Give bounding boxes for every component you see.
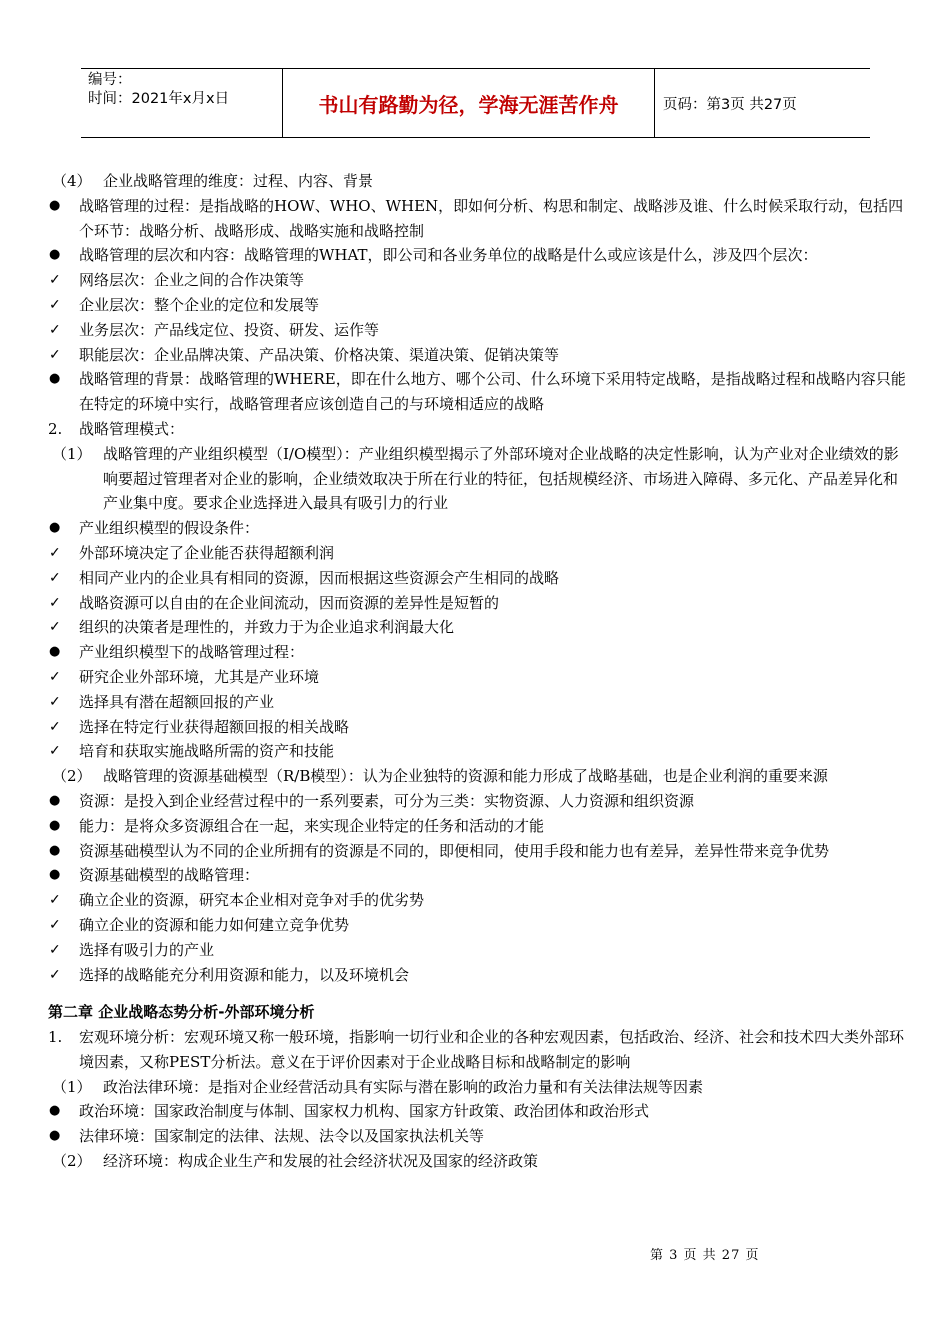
item-text: 政治环境：国家政治制度与体制、国家权力机构、国家方针政策、政治团体和政治形式 — [79, 1102, 650, 1121]
bullet-item — [48, 789, 908, 814]
item-marker: 2. — [48, 419, 63, 438]
bullet-item — [48, 640, 908, 665]
checkmark-icon: ✓ — [49, 892, 61, 909]
numbered-item — [48, 1025, 908, 1075]
check-item — [48, 715, 908, 740]
item-marker: （4） — [52, 172, 92, 190]
checkmark-icon: ✓ — [49, 594, 61, 611]
header-info — [81, 69, 283, 137]
bullet-item — [48, 516, 908, 541]
item-text: 选择具有潜在超额回报的产业 — [79, 692, 275, 711]
chapter-title: 第二章 企业战略态势分析-外部环境分析 — [48, 1003, 315, 1022]
bullet-icon: ● — [49, 1103, 61, 1119]
item-text: 法律环境：国家制定的法律、法规、法令以及国家执法机关等 — [79, 1127, 485, 1146]
checkmark-icon: ✓ — [49, 346, 61, 363]
check-item — [48, 963, 908, 988]
item-text: 经济环境：构成企业生产和发展的社会经济状况及国家的经济政策 — [103, 1152, 539, 1171]
bullet-icon: ● — [49, 792, 61, 808]
numbered-item — [48, 417, 908, 442]
check-item — [48, 293, 908, 318]
check-item — [48, 888, 908, 913]
item-text: 外部环境决定了企业能否获得超额利润 — [79, 543, 335, 562]
check-item — [48, 541, 908, 566]
subsection-item — [48, 169, 908, 194]
item-text: 职能层次：企业品牌决策、产品决策、价格决策、渠道决策、促销决策等 — [79, 345, 560, 364]
time-label: 时间：2021年x月x日 — [88, 91, 230, 107]
header-motto: 书山有路勤为径，学海无涯苦作舟 — [283, 69, 655, 137]
item-text: 政治法律环境：是指对企业经营活动具有实际与潜在影响的政治力量和有关法律法规等因素 — [103, 1077, 704, 1096]
check-item — [48, 566, 908, 591]
subsection-item — [48, 1075, 908, 1100]
check-item — [48, 591, 908, 616]
checkmark-icon: ✓ — [49, 718, 61, 735]
checkmark-icon: ✓ — [49, 544, 61, 561]
checkmark-icon: ✓ — [49, 569, 61, 586]
checkmark-icon: ✓ — [49, 916, 61, 933]
subsection-item — [48, 1149, 908, 1174]
bullet-icon: ● — [49, 1128, 61, 1144]
bullet-item — [48, 194, 908, 244]
bullet-item — [48, 863, 908, 888]
check-item — [48, 615, 908, 640]
item-text: 资源：是投入到企业经营过程中的一系列要素，可分为三类：实物资源、人力资源和组织资源 — [79, 791, 695, 810]
subsection-item — [48, 764, 908, 789]
item-text: 培育和获取实施战略所需的资产和技能 — [79, 742, 335, 761]
bullet-icon: ● — [49, 371, 61, 387]
checkmark-icon: ✓ — [49, 272, 61, 289]
item-text: 相同产业内的企业具有相同的资源，因而根据这些资源会产生相同的战略 — [79, 568, 560, 587]
item-text: 资源基础模型认为不同的企业所拥有的资源是不同的，即便相同，使用手段和能力也有差异，差异性带来竞争优势 — [79, 841, 830, 860]
check-item — [48, 739, 908, 764]
item-text: 选择在特定行业获得超额回报的相关战略 — [79, 717, 350, 736]
item-text: 选择有吸引力的产业 — [79, 940, 215, 959]
bullet-icon: ● — [49, 842, 61, 858]
item-text: 战略管理的产业组织模型（I/O模型）：产业组织模型揭示了外部环境对企业战略的决定性影响，认为产业对企业绩效的影响要超过管理者对企业的影响，企业绩效取决于所在行业的特征，包括规模经济、市场进入障碍、多元化、产品差异化和产业集中度。要求企业选择进入最具有吸引力的行业 — [103, 444, 899, 513]
bullet-icon: ● — [49, 817, 61, 833]
item-marker: 1. — [48, 1028, 63, 1047]
bullet-item — [48, 1124, 908, 1149]
item-text: 确立企业的资源和能力如何建立竞争优势 — [79, 915, 350, 934]
page-footer: 第 3 页 共 27 页 — [650, 1248, 760, 1263]
item-marker: （1） — [52, 444, 92, 463]
section-strategy-models — [48, 169, 908, 987]
item-text: 战略管理的过程：是指战略的HOW、WHO、WHEN，即如何分析、构思和制定、战略涉及谁、什么时候采取行动，包括四个环节：战略分析、战略形成、战略实施和战略控制 — [79, 196, 904, 240]
check-item — [48, 268, 908, 293]
bullet-item — [48, 367, 908, 417]
item-marker: （1） — [52, 1077, 92, 1096]
item-text: 宏观环境分析：宏观环境又称一般环境，指影响一切行业和企业的各种宏观因素，包括政治、经济、社会和技术四大类外部环境因素，又称PEST分析法。意义在于评价因素对于企业战略目标和战略制定的影响 — [79, 1028, 905, 1071]
check-item — [48, 690, 908, 715]
bullet-item — [48, 814, 908, 839]
bullet-icon: ● — [49, 247, 61, 263]
subsection-item — [48, 442, 908, 516]
item-marker: （2） — [52, 1152, 92, 1171]
item-text: 企业战略管理的维度：过程、内容、背景 — [103, 172, 374, 190]
page-header — [81, 68, 870, 138]
checkmark-icon: ✓ — [49, 966, 61, 983]
bullet-item — [48, 839, 908, 864]
item-text: 战略资源可以自由的在企业间流动，因而资源的差异性是短暂的 — [79, 593, 500, 612]
bullet-icon: ● — [49, 197, 61, 213]
item-text: 战略管理模式： — [79, 419, 185, 438]
checkmark-icon: ✓ — [49, 668, 61, 685]
check-item — [48, 318, 908, 343]
check-item — [48, 938, 908, 963]
checkmark-icon: ✓ — [49, 321, 61, 338]
item-text: 资源基础模型的战略管理： — [79, 866, 260, 885]
check-item — [48, 913, 908, 938]
item-text: 确立企业的资源，研究本企业相对竞争对手的优劣势 — [79, 891, 425, 910]
item-text: 业务层次：产品线定位、投资、研发、运作等 — [79, 320, 380, 339]
bullet-item — [48, 1099, 908, 1124]
checkmark-icon: ✓ — [49, 296, 61, 313]
header-page-label: 页码：第3页 共27页 — [663, 96, 797, 113]
item-text: 组织的决策者是理性的，并致力于为企业追求利润最大化 — [79, 618, 455, 637]
item-text: 产业组织模型下的战略管理过程： — [79, 643, 305, 662]
document-body — [48, 169, 908, 1174]
check-item — [48, 665, 908, 690]
item-text: 战略管理的资源基础模型（R/B模型）：认为企业独特的资源和能力形成了战略基础，也是企业利润的重要来源 — [103, 767, 828, 786]
item-text: 产业组织模型的假设条件： — [79, 519, 260, 538]
checkmark-icon: ✓ — [49, 743, 61, 760]
item-marker: （2） — [52, 767, 92, 786]
section-external-environment — [48, 1025, 908, 1174]
bullet-icon: ● — [49, 644, 61, 660]
item-text: 企业层次：整个企业的定位和发展等 — [79, 295, 320, 314]
check-item — [48, 343, 908, 368]
bullet-item — [48, 243, 908, 268]
checkmark-icon: ✓ — [49, 941, 61, 958]
item-text: 研究企业外部环境，尤其是产业环境 — [79, 667, 320, 686]
item-text: 能力：是将众多资源组合在一起，来实现企业特定的任务和活动的才能 — [79, 816, 545, 835]
number-label: 编号： — [88, 72, 132, 88]
bullet-icon: ● — [49, 867, 61, 883]
bullet-icon: ● — [49, 520, 61, 536]
item-text: 战略管理的背景：战略管理的WHERE，即在什么地方、哪个公司、什么环境下采用特定战略，是指战略过程和战略内容只能在特定的环境中实行，战略管理者应该创造自己的与环境相适应的战略 — [79, 370, 906, 414]
item-text: 选择的战略能充分利用资源和能力，以及环境机会 — [79, 965, 410, 984]
item-text: 战略管理的层次和内容：战略管理的WHAT，即公司和各业务单位的战略是什么或应该是什么，涉及四个层次： — [79, 246, 818, 265]
item-text: 网络层次：企业之间的合作决策等 — [79, 271, 305, 290]
checkmark-icon: ✓ — [49, 619, 61, 636]
checkmark-icon: ✓ — [49, 693, 61, 710]
